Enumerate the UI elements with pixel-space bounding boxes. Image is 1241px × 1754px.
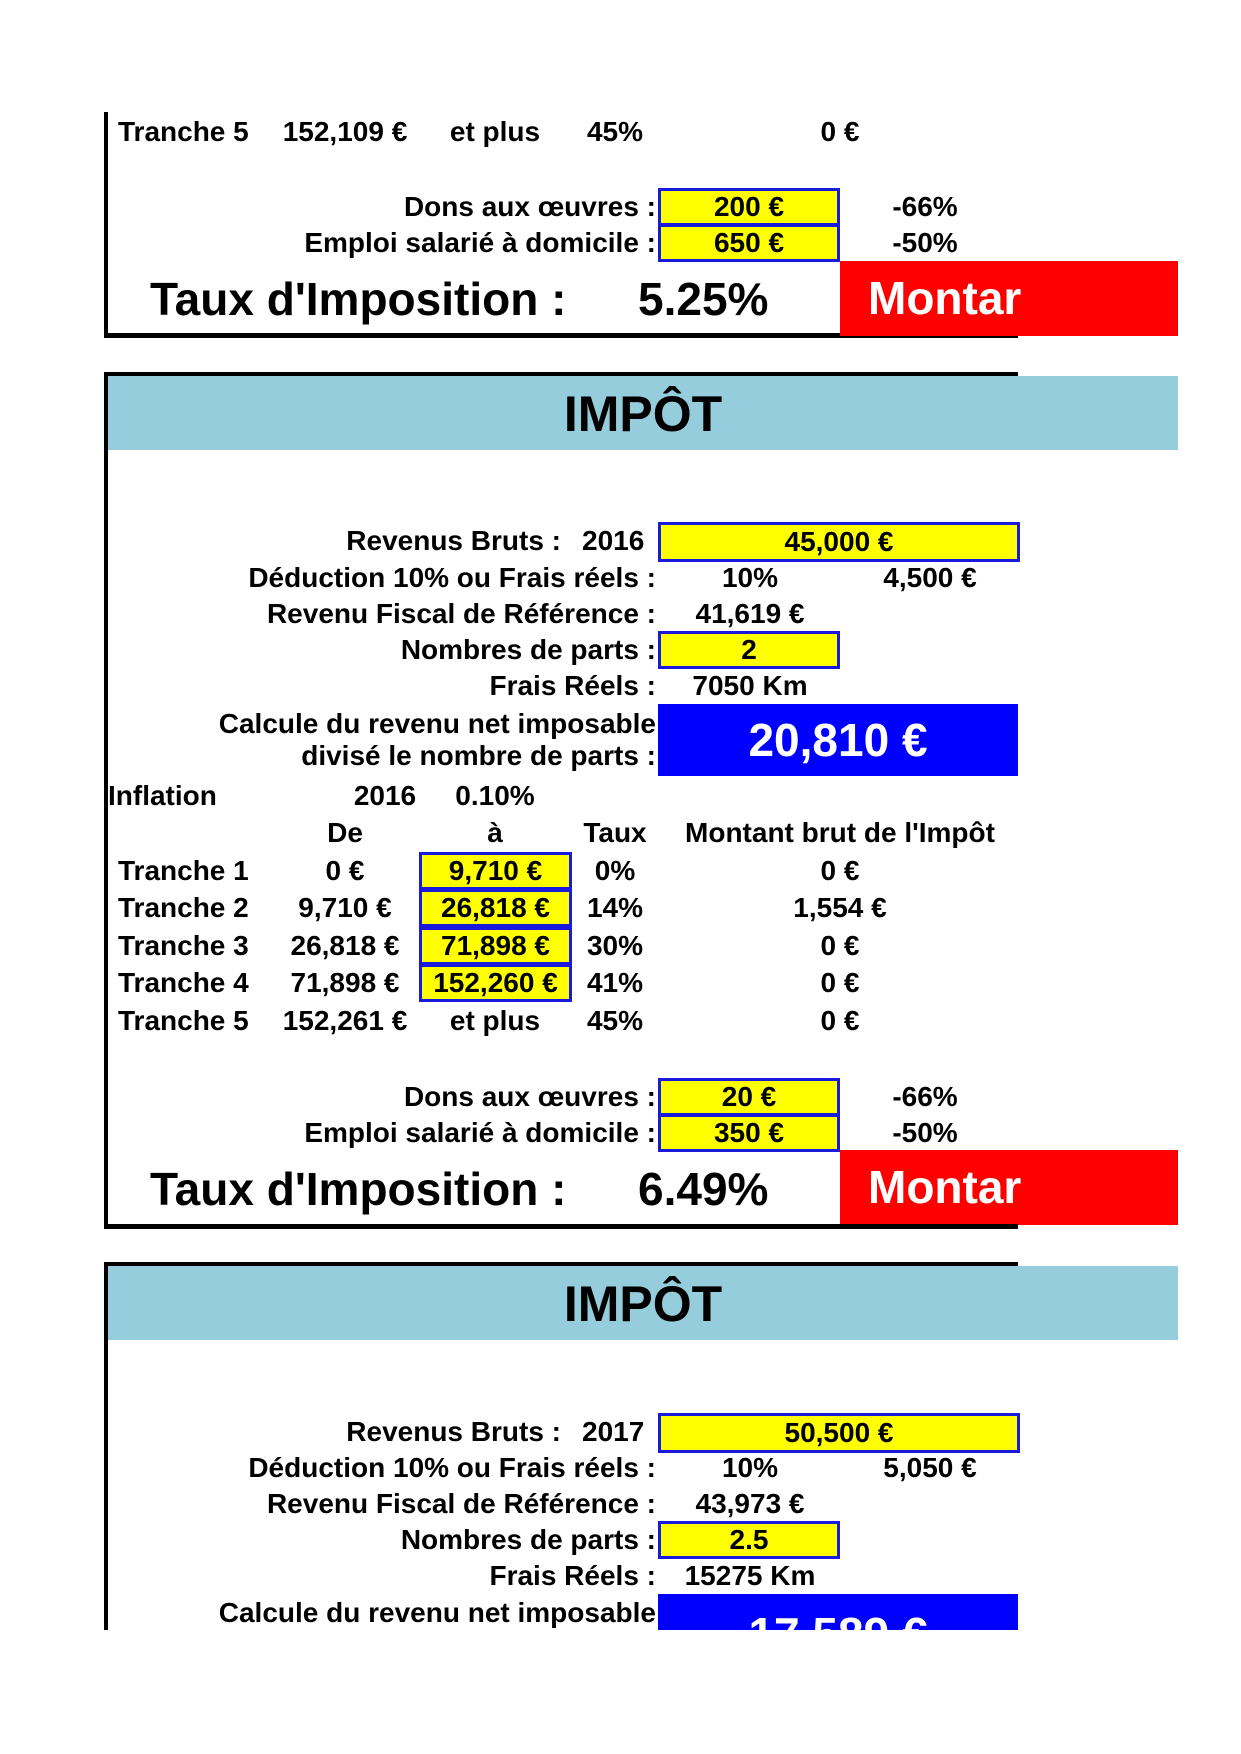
deduction-amount: 5,050 € [883,1452,977,1483]
tranche-a-input[interactable]: 9,710 € [419,852,572,890]
revenus-input[interactable]: 50,500 € [658,1413,1020,1453]
calc-result [658,1594,1018,1660]
rfr-label: Revenu Fiscal de Référence : [266,1488,656,1519]
tranche-label: Tranche 1 [118,855,249,886]
emploi-label: Emploi salarié à domicile : [304,1117,656,1148]
tranche-label: Tranche 5 [118,1005,249,1036]
frais-label: Frais Réels : [489,670,656,701]
dons-input[interactable]: 20 € [658,1078,840,1116]
rfr-value: 41,619 € [695,598,805,629]
dons-label: Dons aux œuvres : [403,191,656,222]
taux-imposition-value: 6.49% [638,1163,769,1215]
dons-label: Dons aux œuvres : [403,1081,656,1112]
column-de: De [327,817,363,848]
tranche-5-de: 152,109 € [282,116,408,147]
calc-result-value: 20,810 € [748,714,928,766]
section-header [108,1266,1178,1340]
calc-label-line-2: divisé le nombre de parts : [301,740,656,771]
emploi-input[interactable]: 350 € [658,1114,840,1152]
rfr-value: 43,973 € [695,1488,805,1519]
section-header [108,376,1178,450]
emploi-label: Emploi salarié à domicile : [304,227,656,258]
tranche-label: Tranche 3 [118,930,249,961]
column-taux: Taux [583,817,647,848]
inflation-rate: 0.10% [455,780,535,811]
tranche-de: 152,261 € [282,1005,408,1036]
tranche-taux: 41% [586,967,644,998]
section-title: IMPÔT [563,386,723,442]
tranche-a: et plus [449,1005,541,1036]
dons-rate: -66% [892,1081,958,1112]
tranche-de: 0 € [325,855,365,886]
frais-label: Frais Réels : [489,1560,656,1591]
deduction-label: Déduction 10% ou Frais réels : [248,562,656,593]
montant-box [840,261,1178,336]
dons-input[interactable]: 200 € [658,188,840,226]
tranche-de: 26,818 € [290,930,400,961]
frais-value: 7050 Km [692,670,808,701]
revenus-label: Revenus Bruts : [346,1416,561,1447]
tranche-a-input[interactable]: 71,898 € [419,927,572,965]
revenus-year: 2017 [582,1416,645,1447]
taux-imposition-value: 5.25% [638,273,769,325]
emploi-input[interactable]: 650 € [658,224,840,262]
deduction-amount: 4,500 € [883,562,977,593]
section-title: IMPÔT [563,1276,723,1332]
tranche-taux: 0% [594,855,636,886]
tranche-label: Tranche 2 [118,892,249,923]
revenus-label: Revenus Bruts : [346,525,561,556]
tranche-a-input[interactable]: 152,260 € [419,964,572,1002]
inflation-year: 2016 [353,780,417,811]
tranche-5-montant: 0 € [820,116,860,147]
taux-imposition-label: Taux d'Imposition : [150,1163,567,1215]
calc-label-line-1: Calcule du revenu net imposable [218,708,656,739]
montant-box [840,1150,1178,1225]
parts-label: Nombres de parts : [400,1524,656,1555]
column-montant: Montant brut de l'Impôt [685,817,995,848]
tranche-de: 9,710 € [298,892,392,923]
section-left-border [104,112,108,338]
section-bottom-border [104,1224,1018,1229]
deduction-rate: 10% [721,1452,779,1483]
tranche-de: 71,898 € [290,967,400,998]
revenus-input[interactable]: 45,000 € [658,522,1020,562]
tranche-montant: 1,554 € [793,892,887,923]
tranche-a-input[interactable]: 26,818 € [419,889,572,927]
tranche-montant: 0 € [820,930,860,961]
emploi-rate: -50% [892,227,958,258]
taux-imposition-label: Taux d'Imposition : [150,273,567,325]
tranche-taux: 14% [586,892,644,923]
montant-label: Montar [868,1161,1022,1213]
frais-value: 15275 Km [684,1560,816,1591]
emploi-rate: -50% [892,1117,958,1148]
tranche-label: Tranche 4 [118,967,249,998]
parts-input[interactable]: 2 [658,631,840,669]
montant-label: Montar [868,272,1022,324]
calc-result [658,704,1018,776]
tranche-5-taux: 45% [586,116,644,147]
tranche-montant: 0 € [820,967,860,998]
deduction-rate: 10% [721,562,779,593]
dons-rate: -66% [892,191,958,222]
tranche-montant: 0 € [820,1005,860,1036]
calc-result-value: 17,589 € [748,1608,928,1660]
parts-label: Nombres de parts : [400,634,656,665]
tranche-5-label: Tranche 5 [118,116,249,147]
calc-label-line-1: Calcule du revenu net imposable [218,1597,656,1628]
tranche-montant: 0 € [820,855,860,886]
tranche-taux: 45% [586,1005,644,1036]
inflation-label: Inflation [108,780,217,811]
deduction-label: Déduction 10% ou Frais réels : [248,1452,656,1483]
rfr-label: Revenu Fiscal de Référence : [266,598,656,629]
tranche-5-a: et plus [449,116,541,147]
parts-input[interactable]: 2.5 [658,1521,840,1559]
column-a: à [487,817,503,848]
tranche-taux: 30% [586,930,644,961]
revenus-year: 2016 [582,525,645,556]
